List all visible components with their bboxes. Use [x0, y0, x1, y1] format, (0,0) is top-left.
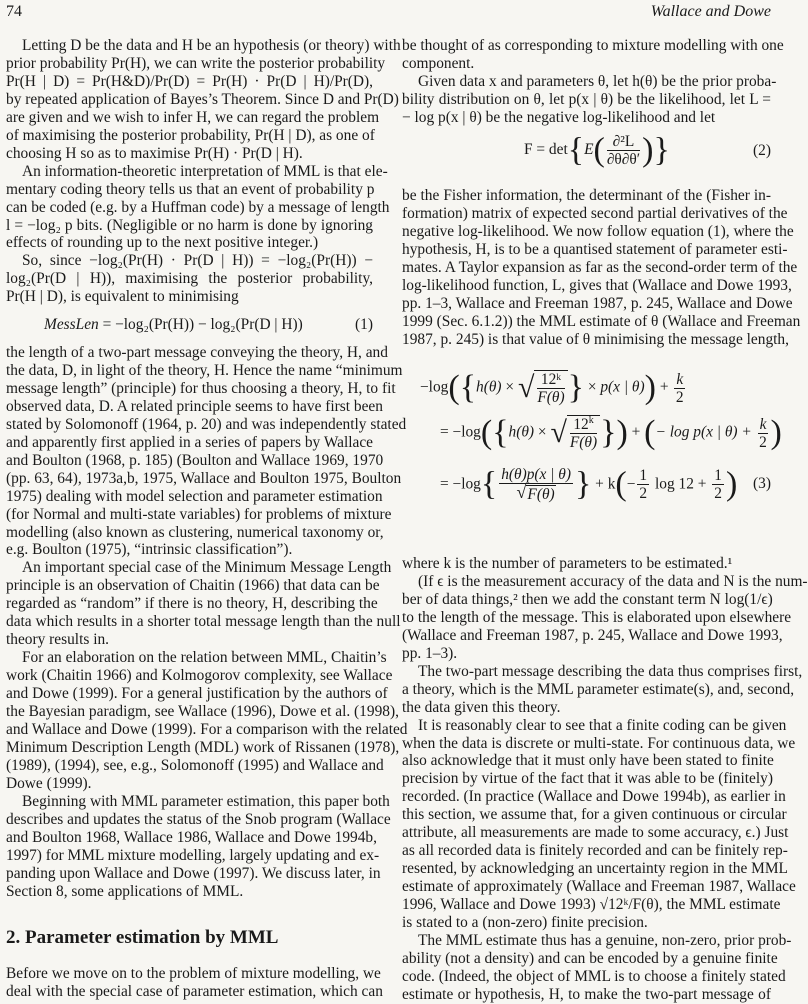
text-line: when the data is discrete or multi-state. For continuous data, we	[402, 734, 796, 752]
text-line: It is reasonably clear to see that a finite coding can be given	[418, 716, 787, 734]
text-line: hypothesis, H, is to be a quantised statement of parameter esti-	[402, 240, 788, 258]
eq3-log12: log 12 +	[654, 475, 707, 493]
eq3-sqrt-den: F(θ)	[537, 389, 565, 406]
text-line: the length of a two-part message conveying the theory, H, and	[6, 344, 388, 361]
text-line: log-likelihood function, L, gives that (Wallace and Dowe 1993,	[402, 276, 792, 294]
text-line: Dowe (1999).	[6, 774, 92, 792]
eq3-k: k	[676, 370, 684, 388]
equation-1	[6, 316, 373, 334]
text-line: attribute, all measurements are made to some accuracy, ϵ.) Just	[402, 824, 789, 842]
text-line: 1999 (Sec. 6.1.2)) the MML estimate of θ (Wallace and Freeman	[402, 312, 801, 330]
text-line: The two-part message describing the data thus comprises first,	[418, 662, 803, 680]
eq1-lhs: MessLen	[44, 316, 99, 333]
text-line: 1975) dealing with model selection and parameter estimation	[6, 487, 383, 505]
text-line: the Bayesian paradigm, see Wallace (1996), Dowe et al. (1998),	[6, 703, 399, 720]
section-heading: 2. Parameter estimation by MML	[6, 927, 279, 948]
eq2-number: (2)	[753, 142, 771, 159]
text-line: Minimum Description Length (MDL) work of Rissanen (1978),	[6, 738, 400, 756]
eq3-number: (3)	[753, 475, 771, 492]
equation-3-line-2: = −log({h(θ) × √ $\frac{12^k}{F(\theta)}$ }) + (− log p(x | θ) + $\frac{k}{2}$ )	[440, 414, 782, 451]
text-line: l = −log₂ p bits. (Negligible or no harm is done by ignoring	[6, 216, 373, 234]
text-line: the data given this theory.	[402, 698, 561, 716]
text-line: estimate of approximately (Wallace and Freeman 1987, Wallace	[402, 878, 796, 896]
text-line: and Dowe (1999). For a general justification by the authors of	[6, 685, 388, 703]
text-line: recorded. (In practice (Wallace and Dowe 1994b), as earlier in	[402, 788, 786, 806]
eq3-plus: +	[659, 378, 669, 396]
eq2-E: E	[584, 141, 594, 159]
text-line: For an elaboration on the relation between MML, Chaitin’s	[22, 649, 387, 667]
text-line: a theory, which is the MML parameter estimate(s), and, second,	[402, 680, 795, 698]
eq3-log: −log	[420, 378, 449, 396]
text-line: − log p(x | θ) be the negative log-likelihood and let	[402, 108, 716, 126]
text-line: regarded as “random” if there is no theory, H, describing the	[6, 595, 378, 613]
eq3-two: 2	[675, 388, 684, 406]
text-line: mates. A Taylor expansion as far as the second-order term of the	[402, 258, 798, 276]
text-line: Pr(H | D), is equivalent to minimising	[6, 288, 239, 306]
text-line: be the Fisher information, the determinant of the (Fisher in-	[402, 187, 771, 204]
text-line: be thought of as corresponding to mixture modelling with one	[402, 37, 784, 54]
text-line: prior probability Pr(H), we can write the posterior probability	[6, 54, 386, 72]
eq2-numerator: ∂²L	[607, 133, 640, 151]
eq3-h-theta: h(θ)	[476, 378, 502, 396]
text-line: modelling (also known as clustering, numerical taxonomy or,	[6, 523, 384, 541]
text-line: The MML estimate thus has a genuine, non-zero, prior prob-	[418, 931, 792, 949]
text-line: and Boulton (1968, p. 185) (Boulton and Wallace 1969, 1970	[6, 451, 384, 469]
text-line: observed data, D. A related principle seems to have first been	[6, 397, 383, 415]
text-line: principle is an observation of Chaitin (1966) that data can be	[6, 577, 380, 595]
text-line: 1996, Wallace and Dowe 1993) √12ᵏ/F(θ), the MML estimate	[402, 896, 781, 914]
eq3-l3-minus: −	[626, 475, 636, 493]
text-line: Before we move on to the problem of mixture modelling, we	[6, 965, 381, 982]
text-line: as all recorded data is finitely recorded and can be finitely rep-	[402, 842, 788, 860]
eq2-denominator: ∂θ∂θ′	[606, 151, 641, 168]
text-line: 1997) for MML mixture modelling, largely updating and ex-	[6, 846, 380, 864]
eq3-sqrt-num: 12ᵏ	[537, 371, 564, 389]
text-line: ability (not a density) and can be encoded by a genuine finite	[402, 949, 778, 967]
text-line: also acknowledge that it must only have been stated to finite	[402, 752, 774, 770]
text-line: pp. 1–3).	[402, 644, 458, 662]
eq3-l3-num: h(θ)p(x | θ)	[501, 466, 571, 483]
text-line: (pp. 63, 64), 1973a,b, 1975, Wallace and Boulton 1975, Boulton	[6, 469, 402, 487]
text-line: work (Chaitin 1966) and Kolmogorov complexity, see Wallace	[6, 667, 393, 685]
eq1-rhs: = −log₂(Pr(H)) − log₂(Pr(D | H))	[102, 316, 303, 333]
text-line: effects of rounding up to the next positive integer.)	[6, 234, 319, 252]
text-line: Beginning with MML parameter estimation, this paper both	[22, 792, 390, 810]
text-line: Given data x and parameters θ, let h(θ) be the prior proba-	[418, 72, 777, 90]
page-number: 74	[6, 3, 22, 20]
text-line: negative log-likelihood. We now follow equation (1), where the	[402, 222, 794, 240]
text-line: and Wallace and Dowe (1999). For a comparison with the related	[6, 720, 408, 738]
eq3-l2-log: = −log	[440, 423, 481, 441]
text-line: (1989), (1994), see, e.g., Solomonoff (1995) and Wallace and	[6, 756, 384, 774]
text-line: So, since −log₂(Pr(H) · Pr(D | H)) = −log₂(Pr(H)) −	[22, 252, 373, 270]
eq3-one: 1	[639, 467, 648, 485]
text-line: message length” (principle) for thus choosing a theory, H, to fit	[6, 379, 396, 397]
text-line: precision by virtue of the fact that it was able to be (finitely)	[402, 770, 773, 788]
text-line: Pr(H | D) = Pr(H&D)/Pr(D) = Pr(H) · Pr(D | H)/Pr(D),	[6, 72, 373, 90]
text-line: by repeated application of Bayes’s Theorem. Since D and Pr(D)	[6, 90, 399, 108]
text-line: data which results in a shorter total message length than the null	[6, 613, 401, 631]
text-line: of maximising the posterior probability, Pr(H | D), as one of	[6, 126, 375, 144]
text-line: (for Normal and multi-state variables) for problems of mixture	[6, 505, 392, 523]
eq2-lhs: F = det	[524, 141, 568, 159]
eq3-l2-mid: − log p(x | θ) +	[655, 423, 752, 441]
text-line: deal with the special case of parameter estimation, which can	[6, 982, 383, 1000]
text-line: log₂(Pr(D | H)), maximising the posterior probability,	[6, 270, 373, 288]
text-line: is stated to a (non-zero) finite precision.	[402, 914, 648, 931]
text-line: ber of data things,² then we add the constant term N log(1/ϵ)	[402, 590, 773, 608]
text-line: e.g. Boulton (1975), “intrinsic classification”).	[6, 541, 293, 559]
eq3-l3-k: + k	[595, 475, 616, 493]
text-line: and apparently first applied in a series of papers by Wallace	[6, 433, 373, 451]
eq3-px: p(x | θ)	[600, 378, 645, 396]
text-line: bility distribution on θ, let p(x | θ) be the likelihood, let L =	[402, 90, 771, 108]
text-line: An important special case of the Minimum Message Length	[22, 559, 392, 577]
text-line: 1987, p. 245) is that value of θ minimising the message length,	[402, 330, 789, 348]
text-line: pp. 1–3, Wallace and Freeman 1987, p. 245, Wallace and Dowe	[402, 294, 793, 312]
text-line: code. (Indeed, the object of MML is to choose a finitely stated	[402, 967, 786, 985]
text-line: An information-theoretic interpretation of MML is that ele-	[22, 162, 388, 180]
equation-3-line-1: −log({h(θ) × √ $\frac{\text{12ᵏ}}{F(\theta)}$ } × p(x | θ)) + $\frac{k}{2}$	[420, 369, 684, 406]
text-line: to the length of the message. This is elaborated upon elsewhere	[402, 608, 792, 626]
text-line: choosing H so as to maximise Pr(H) · Pr(D | H).	[6, 144, 303, 162]
equation-3-line-3: = −log{ $\frac{h(\theta)p(x | \theta)}{√F(\theta)}$ } + k(− $\frac{1}{2}$ log 12 + $\frac{1}{2}$ ) (3)	[440, 465, 771, 504]
eq3-times: ×	[505, 378, 515, 396]
text-line: the data, D, in light of the theory, H. Hence the name “minimum	[6, 361, 403, 379]
text-line: can be coded (e.g. by a Huffman code) by a message of length	[6, 198, 390, 216]
eq3-l3-den: F(θ)	[527, 486, 555, 504]
text-line: this section, we assume that, for a given continuous or circular	[402, 806, 787, 824]
text-line: resented, by acknowledging an uncertainty region in the MML	[402, 860, 788, 878]
text-line: (If ϵ is the measurement accuracy of the data and N is the num-	[418, 572, 808, 590]
text-line: where k is the number of parameters to be estimated.¹	[402, 555, 733, 572]
running-head: Wallace and Dowe	[650, 3, 771, 20]
text-line: stated by Solomonoff (1964, p. 20) and was independently stated	[6, 415, 407, 433]
text-line: formation) matrix of expected second partial derivatives of the	[402, 204, 788, 222]
text-line: Letting D be the data and H be an hypothesis (or theory) with	[22, 37, 401, 54]
text-line: panding upon Wallace and Dowe (1997). We discuss later, in	[6, 864, 381, 882]
text-line: (Wallace and Freeman 1987, p. 245, Wallace and Dowe 1993,	[402, 626, 783, 644]
text-line: Section 8, some applications of MML.	[6, 882, 244, 900]
text-line: component.	[402, 54, 475, 72]
eq1-number: (1)	[355, 316, 373, 333]
text-line: are given and we wish to infer H, we can regard the problem	[6, 108, 380, 126]
text-line: theory results in.	[6, 631, 110, 649]
eq3-l3-log: = −log	[440, 475, 481, 493]
text-line: and Boulton 1968, Wallace 1986, Wallace and Dowe 1994b,	[6, 828, 377, 846]
text-line: describes and updates the status of the Snob program (Wallace	[6, 810, 391, 828]
text-line: mentary coding theory tells us that an event of probability p	[6, 180, 375, 198]
equation-2: F = det{E( $\frac{\text{∂²L}}{\partial\theta\partial\theta'}$ )} (2)	[524, 131, 771, 169]
text-line: estimate or hypothesis, H, to make the two-part message of	[402, 985, 771, 1003]
